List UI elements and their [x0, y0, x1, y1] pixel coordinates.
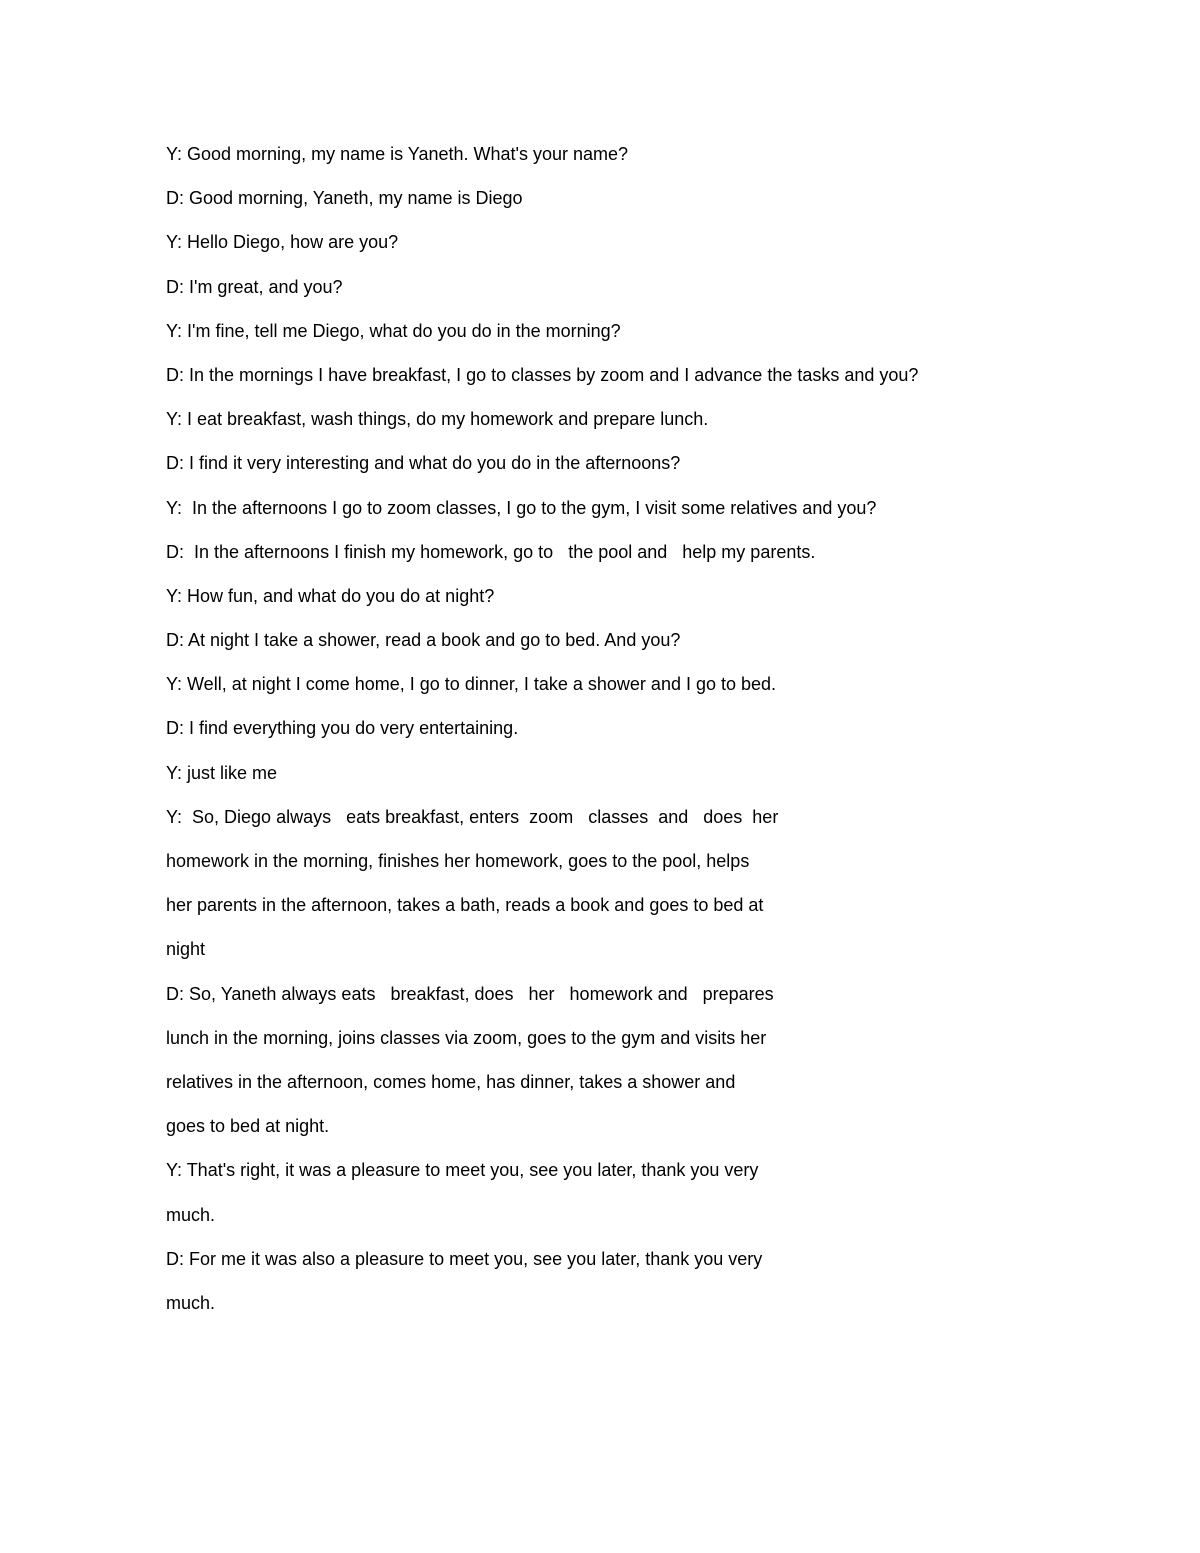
dialogue-line: goes to bed at night. — [166, 1116, 330, 1137]
dialogue-line: Y: In the afternoons I go to zoom classes, I go to the gym, I visit some relatives and you? — [166, 497, 877, 518]
dialogue-line: D: I find it very interesting and what do you do in the afternoons? — [166, 453, 681, 474]
dialogue-line: much. — [166, 1204, 216, 1225]
dialogue-line: Y: Good morning, my name is Yaneth. What's your name? — [166, 144, 628, 164]
dialogue-line: night — [166, 939, 206, 960]
dialogue-line: Y: So, Diego always eats breakfast, enters zoom classes and does her — [166, 806, 779, 827]
dialogue-line: D: In the afternoons I finish my homework, go to the pool and help my parents. — [166, 541, 816, 562]
dialogue-line: D: So, Yaneth always eats breakfast, does her homework and prepares — [166, 983, 774, 1004]
dialogue-line: D: I find everything you do very entertaining. — [166, 718, 519, 739]
dialogue-line: Y: I'm fine, tell me Diego, what do you do in the morning? — [166, 320, 621, 341]
dialogue-line: Y: That's right, it was a pleasure to meet you, see you later, thank you very — [166, 1160, 759, 1181]
dialogue-line: Y: How fun, and what do you do at night? — [166, 585, 495, 606]
dialogue-line: her parents in the afternoon, takes a bath, reads a book and goes to bed at — [166, 895, 764, 916]
dialogue-line: lunch in the morning, joins classes via zoom, goes to the gym and visits her — [166, 1027, 767, 1048]
dialogue-line: Y: Hello Diego, how are you? — [166, 232, 399, 253]
dialogue-line: homework in the morning, finishes her homework, goes to the pool, helps — [166, 851, 750, 871]
dialogue-line: D: For me it was also a pleasure to meet you, see you later, thank you very — [166, 1248, 763, 1269]
dialogue-line: D: Good morning, Yaneth, my name is Diego — [166, 188, 523, 209]
dialogue-line: much. — [166, 1292, 216, 1313]
dialogue-text — [166, 140, 1146, 1333]
dialogue-line: Y: I eat breakfast, wash things, do my homework and prepare lunch. — [166, 409, 709, 430]
dialogue-line: D: In the mornings I have breakfast, I go to classes by zoom and I advance the tasks and you? — [166, 364, 919, 385]
dialogue-line: relatives in the afternoon, comes home, has dinner, takes a shower and — [166, 1071, 736, 1092]
dialogue-line: D: I'm great, and you? — [166, 276, 343, 297]
dialogue-line: D: At night I take a shower, read a book and go to bed. And you? — [166, 630, 681, 651]
dialogue-line: Y: just like me — [166, 762, 278, 783]
dialogue-line: Y: Well, at night I come home, I go to dinner, I take a shower and I go to bed. — [166, 674, 777, 695]
